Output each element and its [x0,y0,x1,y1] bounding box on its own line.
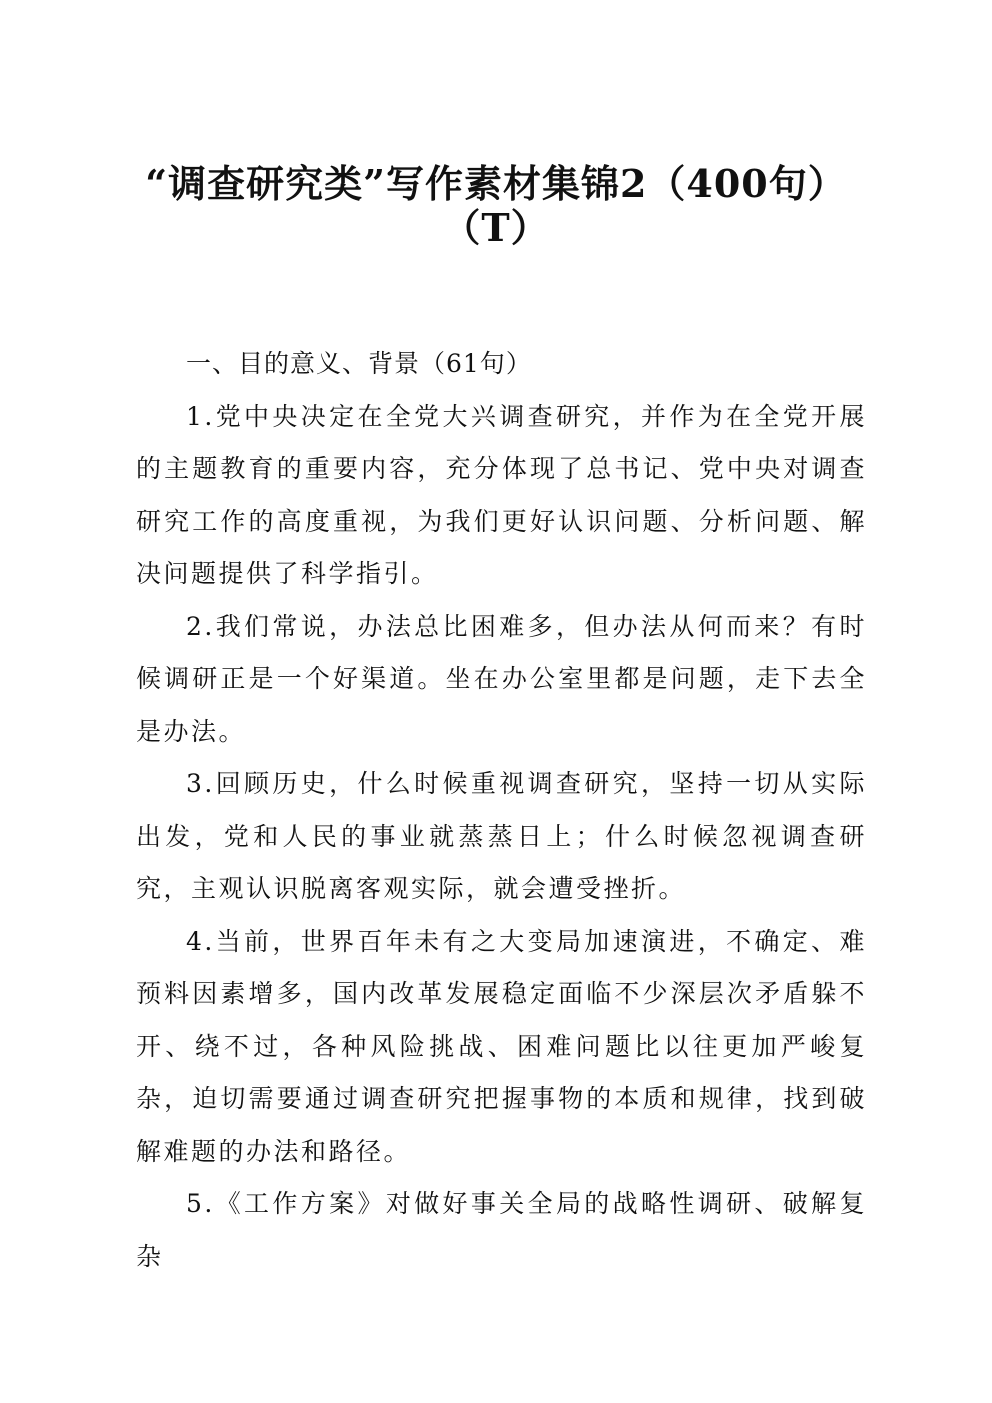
document-body [136,338,867,1283]
document-title-line-2: （T） [442,205,550,250]
paragraph-4: 4.当前，世界百年未有之大变局加速演进，不确定、难预料因素增多，国内改革发展稳定面临不少深层次矛盾躲不开、绕不过，各种风险挑战、困难问题比以往更加严峻复杂，迫切需要通过调查研究把握事物的本质和规律，找到破解难题的办法和路径。 [136,926,867,1166]
section-heading: 一、目的意义、背景（61句） [186,349,532,378]
paragraph-5: 5.《工作方案》对做好事关全局的战略性调研、破解复杂 [136,1189,867,1271]
paragraph-2: 2.我们常说，办法总比困难多，但办法从何而来？有时候调研正是一个好渠道。坐在办公室里都是问题，走下去全是办法。 [136,611,867,746]
document-title-line-1: “调查研究类”写作素材集锦2（400句） [145,161,847,206]
paragraph-3: 3.回顾历史，什么时候重视调查研究，坚持一切从实际出发，党和人民的事业就蒸蒸日上；什么时候忽视调查研究，主观认识脱离客观实际，就会遭受挫折。 [136,769,867,903]
paragraph-1: 1.党中央决定在全党大兴调查研究，并作为在全党开展的主题教育的重要内容，充分体现了总书记、党中央对调查研究工作的高度重视，为我们更好认识问题、分析问题、解决问题提供了科学指引。 [136,401,867,588]
